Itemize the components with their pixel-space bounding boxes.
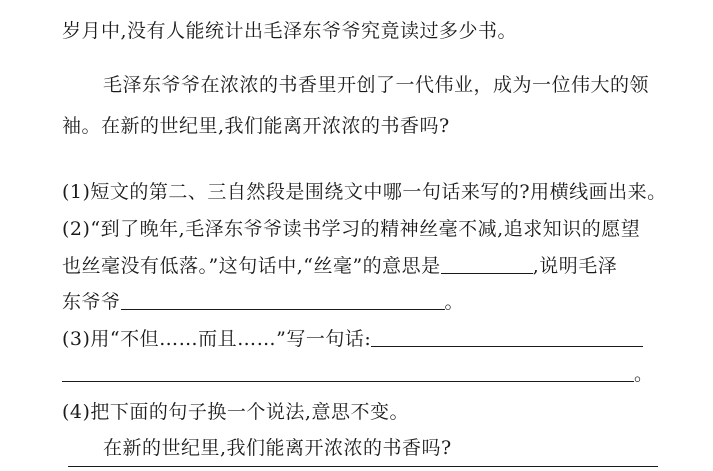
question-2-end: 。 <box>444 291 465 313</box>
meaning-answer-blank[interactable] <box>441 255 533 274</box>
question-2-line-2 <box>62 254 617 278</box>
question-3-line-2 <box>62 362 654 386</box>
passage-line-3: 袖。在新的世纪里,我们能离开浓浓的书香吗? <box>62 115 450 137</box>
sentence-answer-blank-1[interactable] <box>371 328 643 347</box>
question-2-text-b: ,说明毛泽 <box>532 255 618 277</box>
passage-line-1: 岁月中,没有人能统计出毛泽东爷爷究竟读过多少书。 <box>62 20 518 42</box>
question-1: (1)短文的第二、三自然段是围绕文中哪一句话来写的?用横线画出来。 <box>62 181 667 203</box>
question-3 <box>62 327 643 351</box>
sentence-answer-blank-2[interactable] <box>62 363 634 382</box>
question-2-line-1: (2)“到了晚年,毛泽东爷爷读书学习的精神丝毫不减,追求知识的愿望 <box>62 218 641 240</box>
explanation-answer-blank[interactable] <box>121 291 445 310</box>
question-4: (4)把下面的句子换一个说法,意思不变。 <box>62 401 409 423</box>
question-3-text: (3)用“不但……而且……”写一句话: <box>62 328 372 350</box>
rewrite-answer-line[interactable] <box>68 466 658 467</box>
question-2-text-a: 也丝毫没有低落。”这句话中,“丝毫”的意思是 <box>62 255 441 277</box>
passage-line-2: 毛泽东爷爷在浓浓的书香里开创了一代伟业，成为一位伟大的领 <box>103 74 650 96</box>
question-4-sentence: 在新的世纪里,我们能离开浓浓的书香吗? <box>103 437 452 459</box>
question-2-line-3 <box>62 290 464 314</box>
question-2-text-c: 东爷爷 <box>62 291 121 313</box>
question-3-end: 。 <box>634 363 654 385</box>
